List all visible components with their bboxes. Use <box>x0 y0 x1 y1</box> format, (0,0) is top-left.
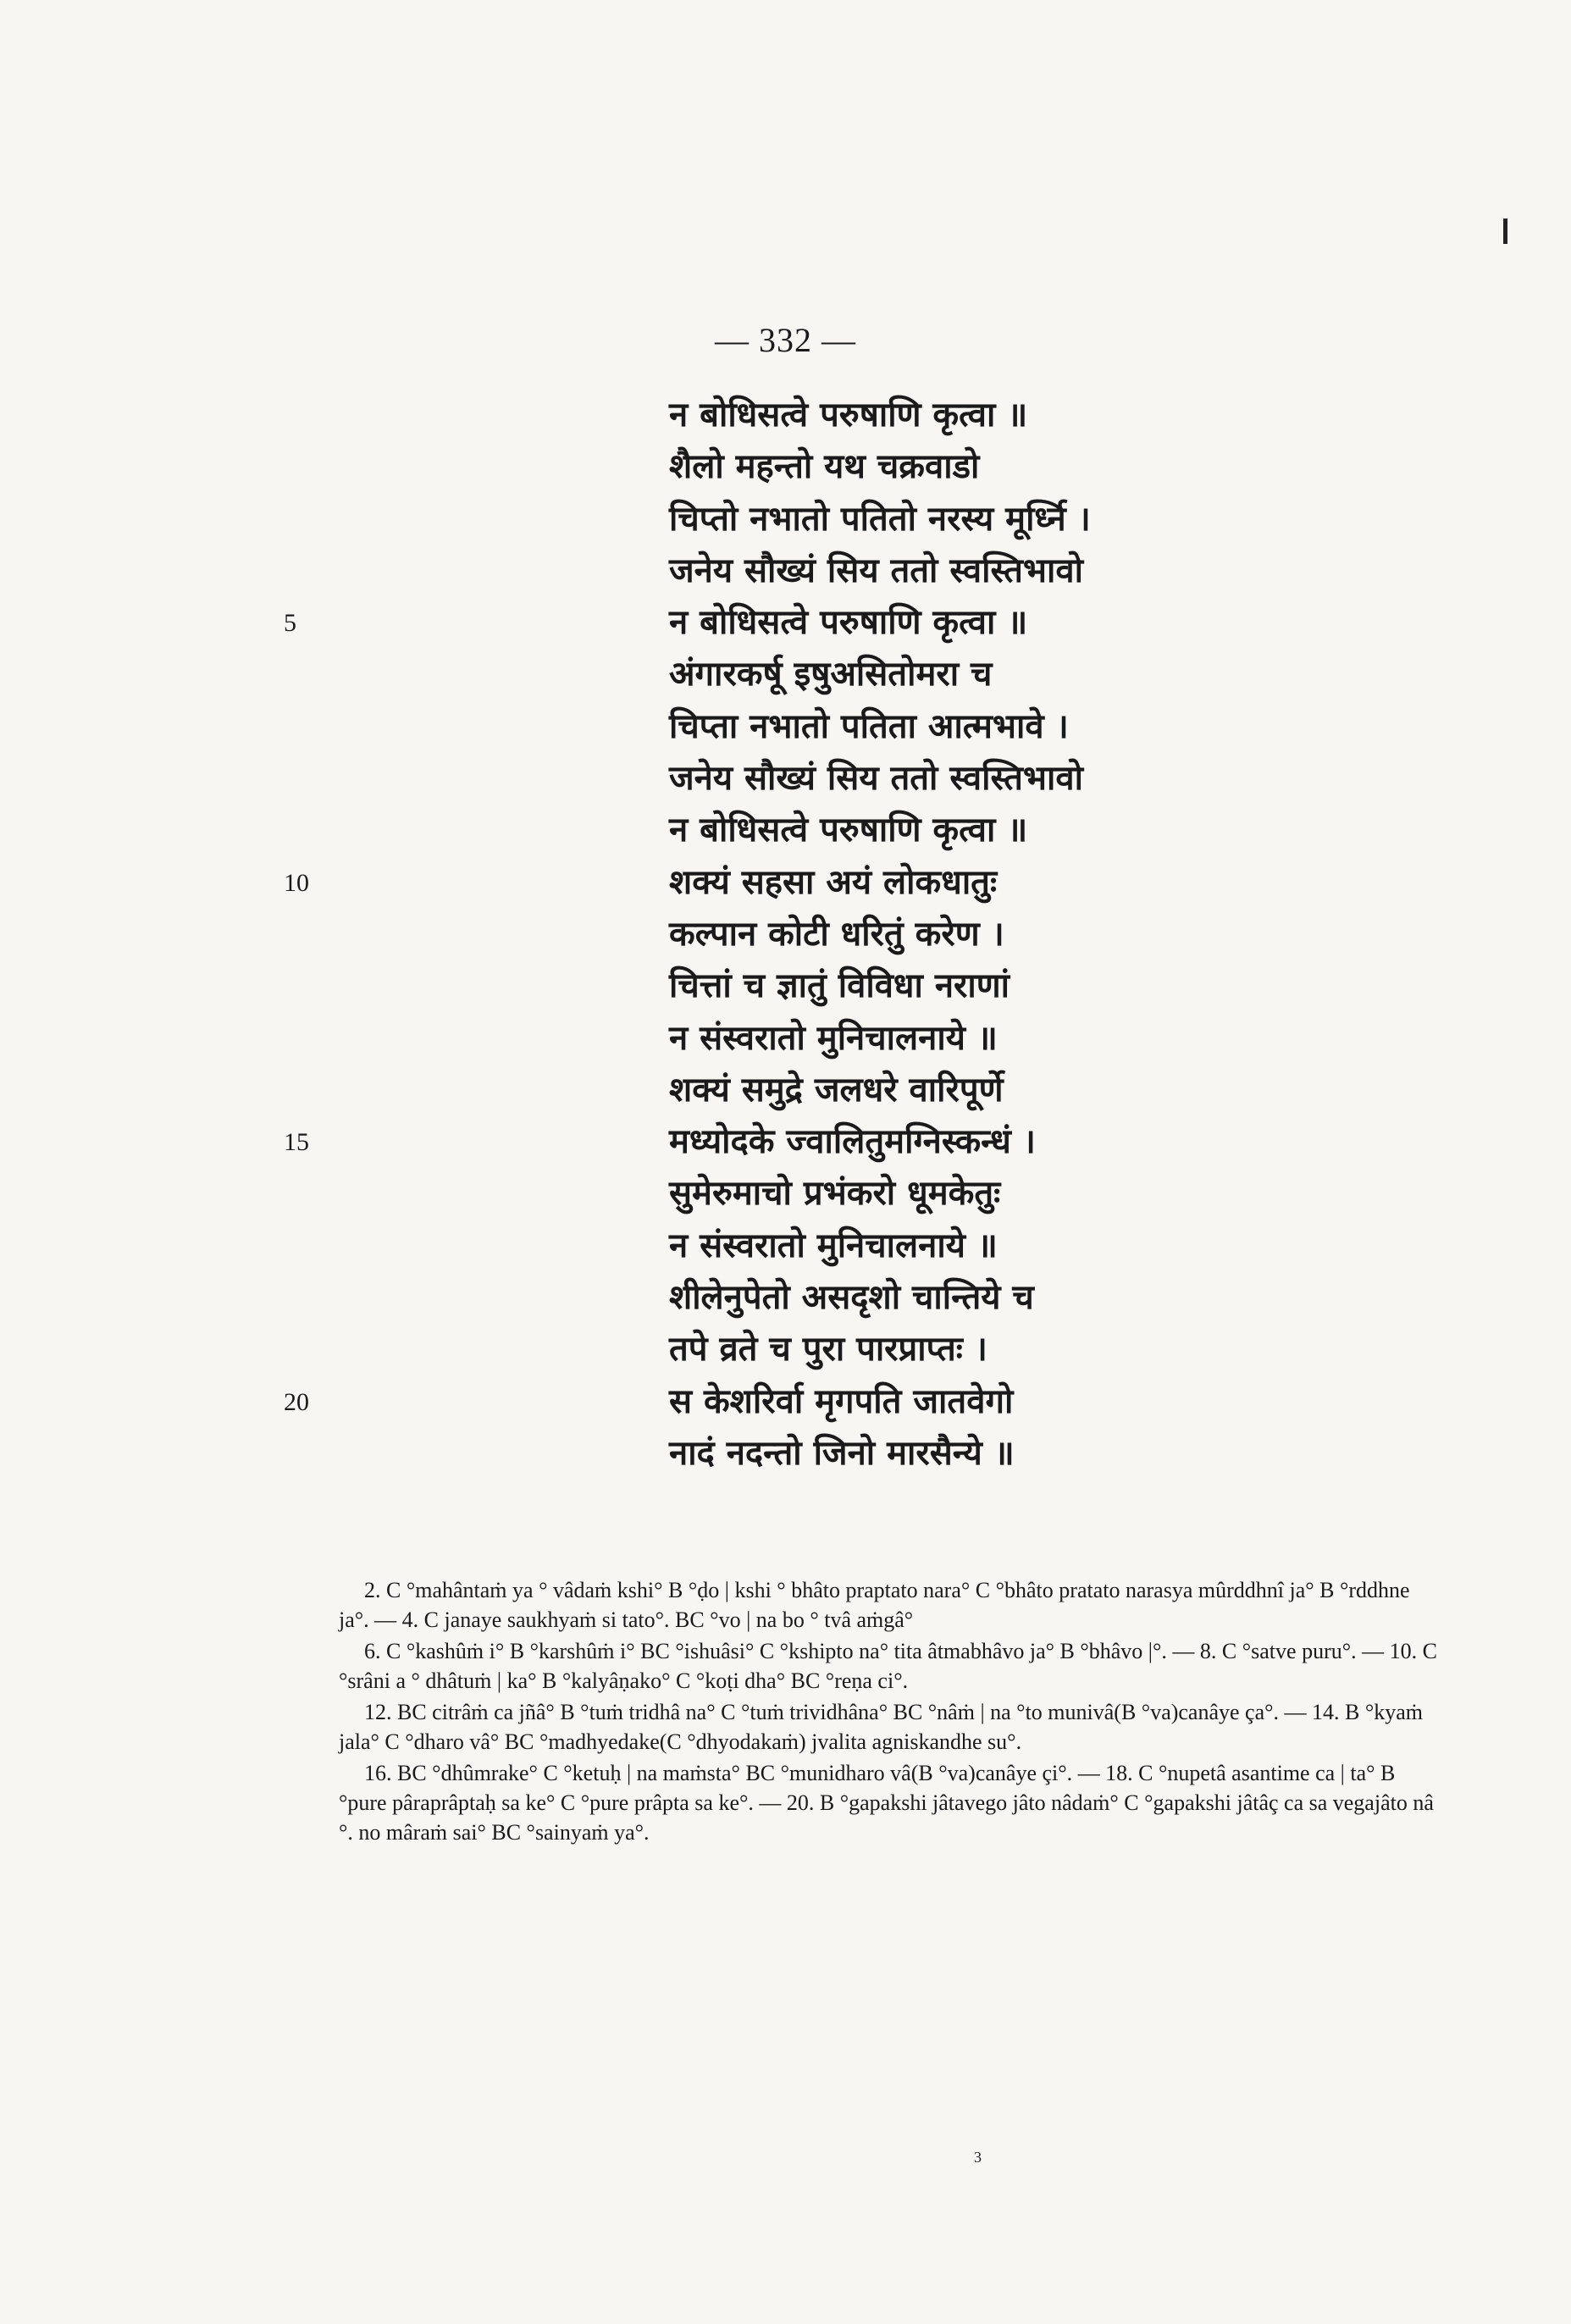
verse-line <box>284 1116 1215 1168</box>
verse-text: नादं नदन्तो जिनो मारसैन्ये ॥ <box>669 1433 1015 1473</box>
footnote: 6. C °kashûṁ i° B °karshûṁ i° BC °ishuâsi° C °kshipto na° tita âtmabhâvo ja° B °bhâvo |°. — 8. C °satve puru°. — 10. C °srâni a ° dhâtuṁ | ka° B °kalyâṇako° C °koṭi dha° BC °reṇa ci°. <box>339 1639 1437 1693</box>
verse-line <box>284 1220 1215 1272</box>
verse-text: शैलो महन्तो यथ चक्रवाडो <box>669 447 980 487</box>
verse-line <box>284 1324 1215 1375</box>
page-number: — 332 — <box>715 321 856 359</box>
verse-text: न बोधिसत्वे परुषाणि कृत्वा ॥ <box>669 811 1028 850</box>
footnote: 12. BC citrâṁ ca jñâ° B °tuṁ tridhâ na° C °tuṁ trividhâna° BC °nâṁ | na °to munivâ(B °va)canâye ça°. — 14. B °kyaṁ jala° C °dharo vâ° BC °madhyedake(C °dhyodakaṁ) jvalita agniskandhe su°. <box>339 1700 1424 1754</box>
verse-text: न बोधिसत्वे परुषाणि कृत्वा ॥ <box>669 603 1028 643</box>
line-number: 15 <box>284 1128 309 1157</box>
verse-text: जनेय सौख्यं सिय ततो स्वस्तिभावो <box>669 759 1083 799</box>
line-number: 20 <box>284 1387 309 1416</box>
verse-line <box>284 701 1215 753</box>
verse-line <box>284 649 1215 700</box>
verse-line <box>284 1428 1215 1480</box>
signature-mark: 3 <box>974 2149 982 2166</box>
verse-line <box>284 1272 1215 1324</box>
line-number: 5 <box>284 609 296 638</box>
verse-text: सुमेरुमाचो प्रभंकरो धूमकेतुः <box>669 1174 1001 1214</box>
verse-line <box>284 1065 1215 1116</box>
verse-text: अंगारकर्षू इषुअसितोमरा च <box>669 655 993 694</box>
verse-line <box>284 805 1215 856</box>
verse-text: शीलेनुपेतो असदृशो चान्तिये च <box>669 1278 1034 1318</box>
verse-text: जनेय सौख्यं सिय ततो स्वस्तिभावो <box>669 551 1083 590</box>
verse-text: कल्पान कोटी धरितुं करेण । <box>669 914 1004 954</box>
verse-line <box>284 1013 1215 1065</box>
verse-text: न बोधिसत्वे परुषाणि कृत्वा ॥ <box>669 396 1028 434</box>
verse-line <box>284 1168 1215 1220</box>
verse-line <box>284 960 1215 1012</box>
verse-line <box>284 545 1215 597</box>
verse-text: स केशरिर्वा मृगपति जातवेगो <box>669 1381 1014 1421</box>
footnotes <box>339 1575 1440 1849</box>
verse-text: न संस्वरातो मुनिचालनाये ॥ <box>669 1226 998 1265</box>
verse-text: शक्यं समुद्रे जलधरे वारिपूर्णे <box>669 1070 1004 1109</box>
footnote: 16. BC °dhûmrake° C °ketuḥ | na maṁsta° BC °munidharo vâ(B °va)canâye çi°. — 18. C °nupetâ asantime ca | ta° B °pure pâraprâptaḥ sa ke° C °pure prâpta sa ke°. — 20. B °gapakshi jâtavego jâto nâdaṁ° C °gapakshi jâtâç ca sa vegajâto nâ °. no mâraṁ sai° BC °sainyaṁ ya°. <box>339 1761 1434 1845</box>
verse-text: चित्तां च ज्ञातुं विविधा नराणां <box>669 966 1010 1006</box>
verse-line <box>284 390 1215 441</box>
stray-ink-mark <box>1503 219 1507 244</box>
verse-line <box>284 597 1215 649</box>
verse-text: शक्यं सहसा अयं लोकधातुः <box>669 862 998 902</box>
verse-line <box>284 753 1215 805</box>
verse-block <box>284 390 1215 1480</box>
verse-line <box>284 857 1215 909</box>
verse-text: चिप्ता नभातो पतिता आत्मभावे । <box>669 706 1069 746</box>
verse-text: न संस्वरातो मुनिचालनाये ॥ <box>669 1018 998 1058</box>
verse-line <box>284 909 1215 960</box>
verse-line <box>284 1376 1215 1428</box>
verse-text: मध्योदके ज्वालितुमग्निस्कन्धं । <box>669 1122 1036 1162</box>
verse-line <box>284 494 1215 545</box>
verse-line <box>284 441 1215 493</box>
line-number: 10 <box>284 868 309 897</box>
verse-text: तपे व्रते च पुरा पारप्राप्तः । <box>669 1330 987 1370</box>
footnote: 2. C °mahântaṁ ya ° vâdaṁ kshi° B °ḍo | kshi ° bhâto praptato nara° C °bhâto pratato narasya mûrddhnî ja° B °rddhne ja°. — 4. C janaye saukhyaṁ si tato°. BC °vo | na bo ° tvâ aṁgâ° <box>339 1578 1410 1632</box>
verse-text: चिप्तो नभातो पतितो नरस्य मूर्ध्नि । <box>669 499 1091 539</box>
